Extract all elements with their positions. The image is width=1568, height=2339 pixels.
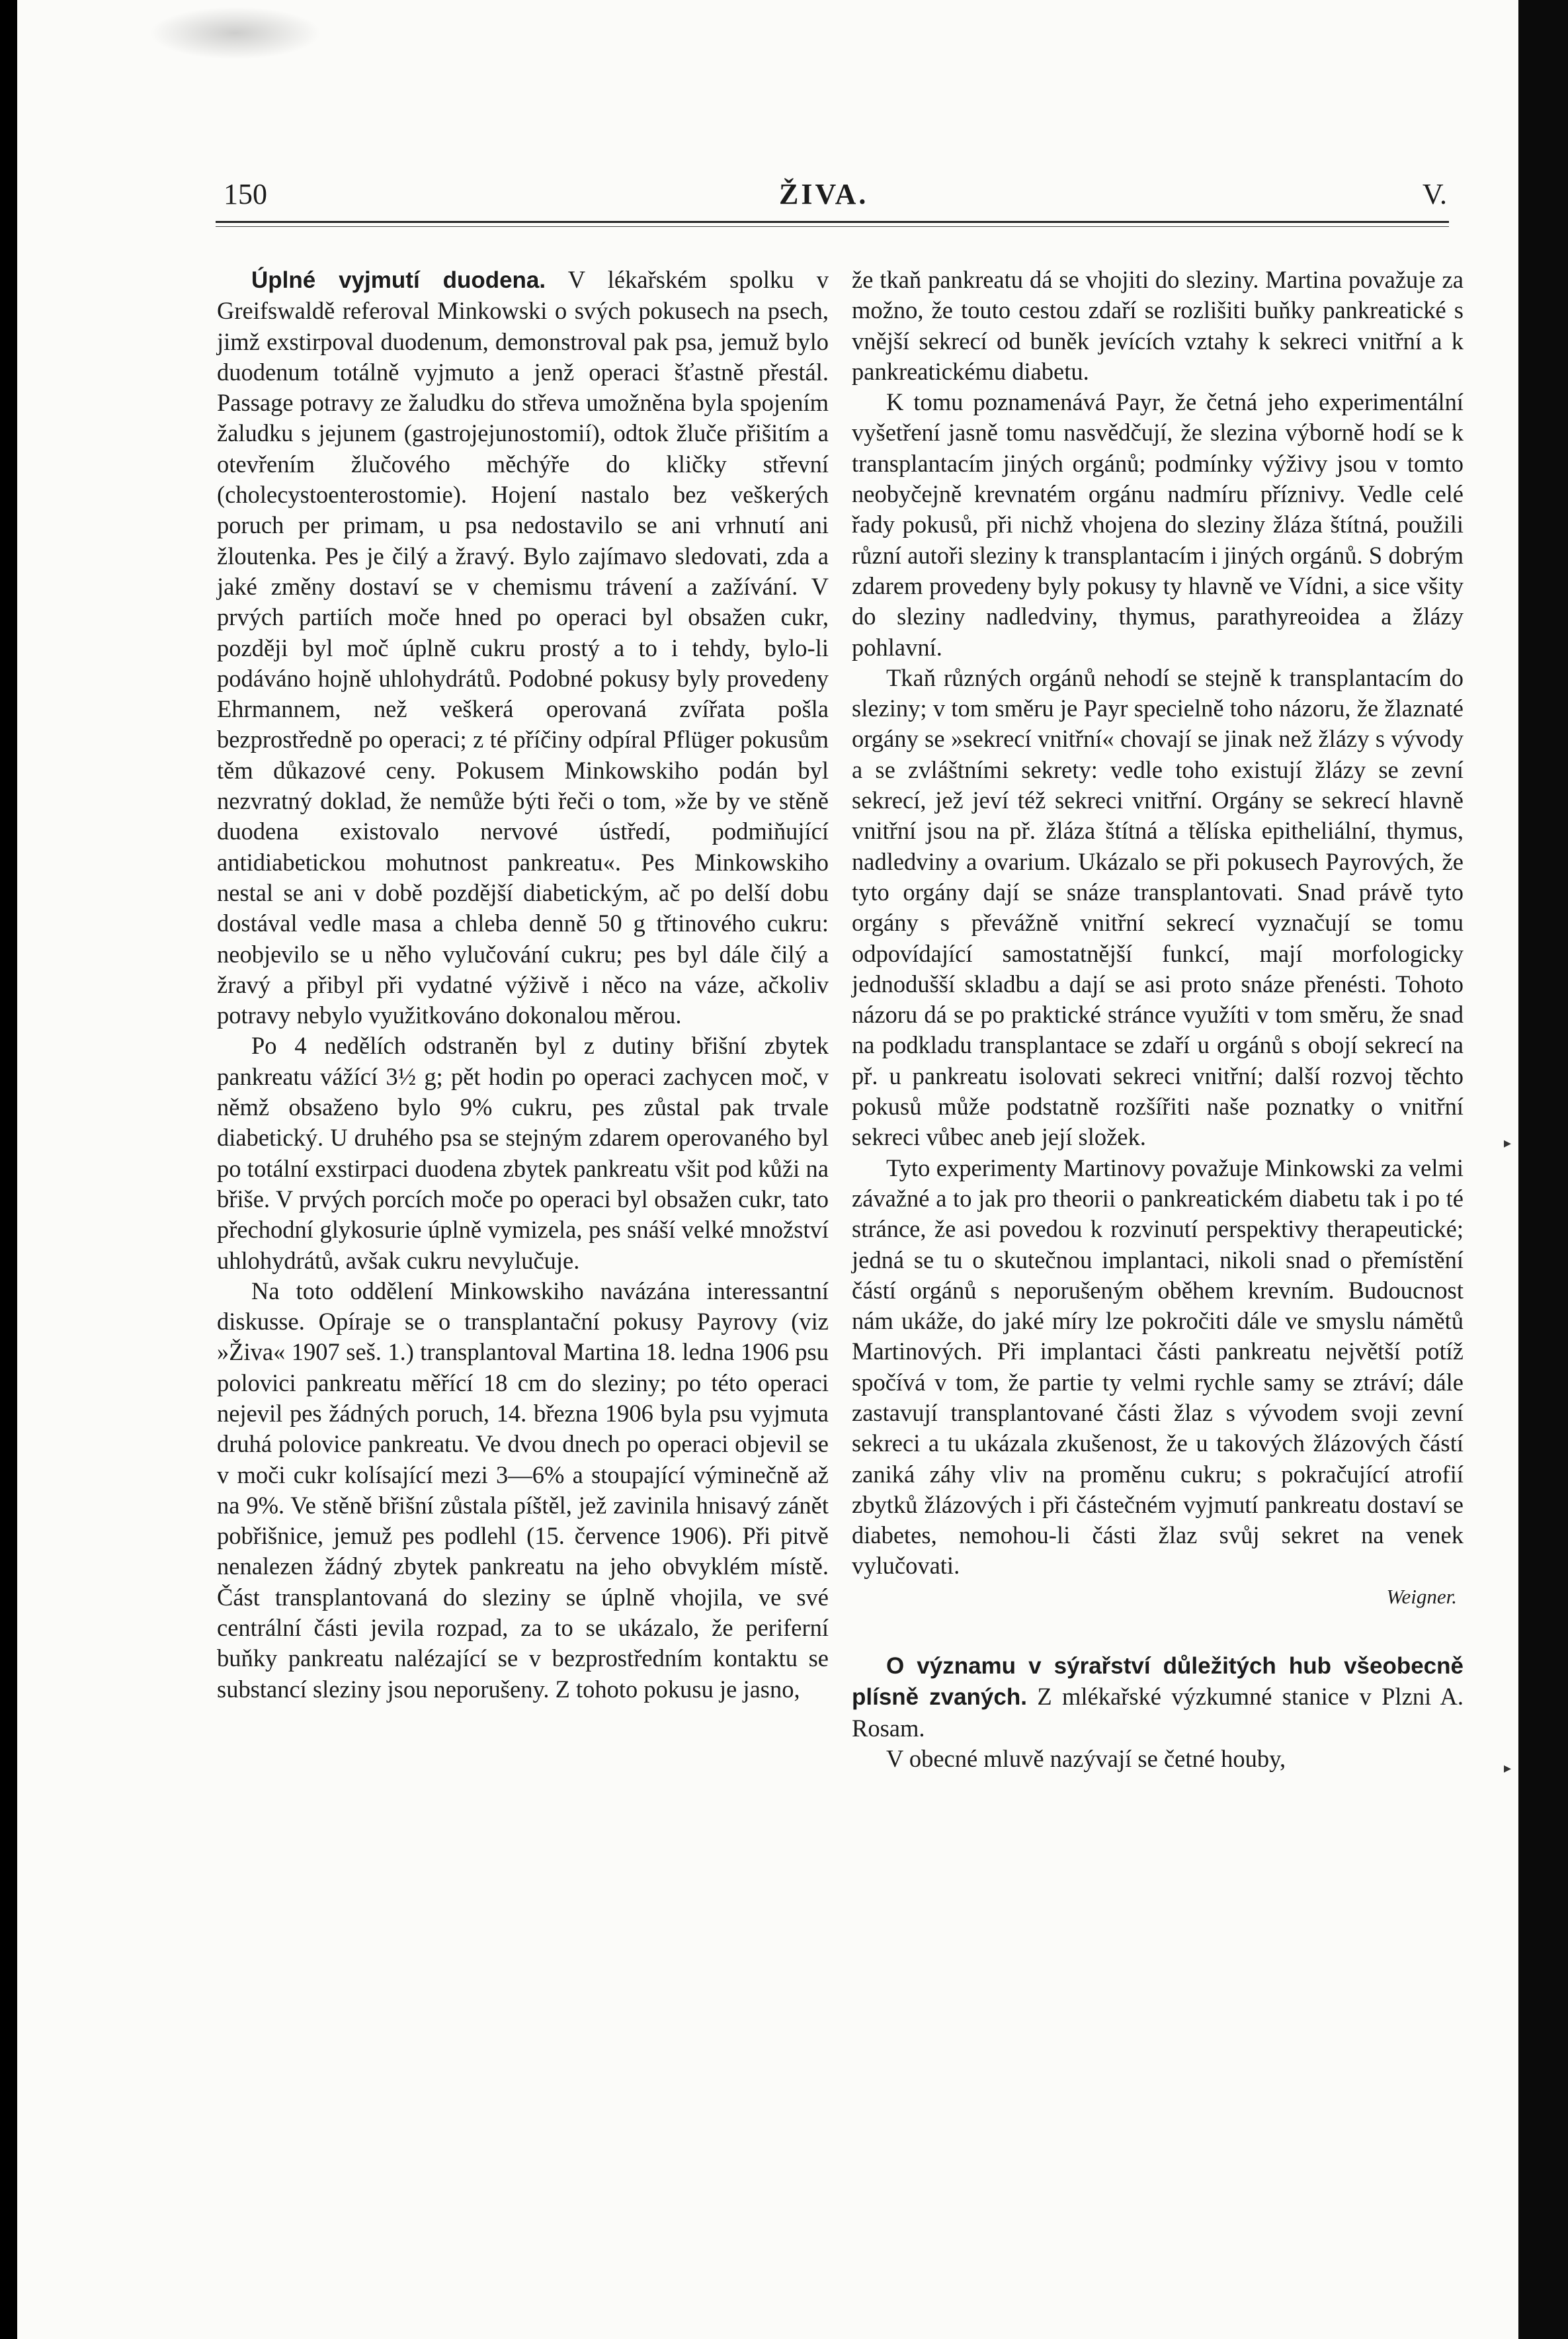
right-column	[852, 265, 1464, 1774]
margin-arrow-icon: ▸	[1504, 1134, 1512, 1151]
running-header	[224, 177, 1447, 214]
section-heading: Úplné vyjmutí duodena.	[251, 267, 546, 293]
scan-smudge	[149, 7, 321, 60]
article-paragraph: že tkaň pankreatu dá se vhojiti do sleziny. Martina považuje za možno, že touto cestou zdaří se rozlišiti buňky pankreatické s vnější sekrecí od buněk jevících vztahy k sekreci vnitřní a k pankreatickému diabetu.	[852, 266, 1464, 385]
page-number: 150	[224, 178, 267, 210]
section-heading-2: O významu v sýrařství důležitých hub všeobecně plísně zvaných.	[852, 1653, 1464, 1711]
section-gap	[852, 1612, 1464, 1650]
article-paragraph: Úplné vyjmutí duodena. V lékařském spolku v Greifswaldě referoval Minkowski o svých pokusech na psech, jimž exstirpoval duodenum, demonstroval pak psa, jemuž bylo duodenum totálně vyjmuto a jenž operaci šťastně přestál. Passage potravy ze žaludku do střeva umožněna byla spojením žaludku s jejunem (gastrojejunostomií), odtok žluče přišitím a otevřením žlučového měchýře do kličky střevní (cholecystoenterostomie). Hojení nastalo bez veškerých poruch per primam, u psa nedostavilo se ani vrhnutí ani žloutenka. Pes je čilý a žravý. Bylo zajímavo sledovati, zda a jaké změny dostaví se v chemismu trávení a zažívání. V prvých partiích moče hned po operaci byl obsažen cukr, později byl moč úplně cukru prostý a to i tehdy, bylo-li podáváno hojně uhlohydrátů. Podobné pokusy byly provedeny Ehrmannem, než veškerá operovaná zvířata pošla bezprostředně po operaci; z té příčiny odpíral Pflüger pokusům těm důkazové ceny. Pokusem Minkowskiho podán byl nezvratný doklad, že nemůže býti řeči o tom, »že by ve stěně duodena existovalo nervové ústředí, podmiňující antidiabetickou mohutnost pankreatu«. Pes Minkowskiho nestal se ani v době pozdější diabetickým, ač po delší dobu dostával vedle masa a chleba denně 50 g třtinového cukru: neobjevilo se u něho vylučování cukru; pes byl dále čilý a žravý a přibyl při vydatné výživě i něco na váze, ačkoliv potravy nebylo využitkováno dokonalou měrou.	[217, 266, 829, 1029]
scan-border	[1518, 0, 1568, 2339]
journal-title: ŽIVA.	[779, 178, 869, 210]
article-paragraph: V obecné mluvě nazývají se četné houby,	[886, 1744, 1286, 1772]
article-paragraph: O významu v sýrařství důležitých hub všeobecně plísně zvaných. Z mlékařské výzkumné stanice v Plzni A. Rosam.	[852, 1653, 1464, 1742]
left-column	[217, 265, 829, 1705]
page	[17, 0, 1518, 2339]
header-rule	[216, 221, 1449, 223]
margin-arrow-icon: ▸	[1504, 1760, 1512, 1776]
header-rule-thin	[216, 226, 1449, 227]
article-paragraph: Tkaň různých orgánů nehodí se stejně k transplantacím do sleziny; v tom směru je Payr specielně toho názoru, že žlaznaté orgány se »sekrecí vnitřní« chovají se jinak než žlázy s vývody a se zvláštními sekrety: vedle toho existují žlázy se zevní sekrecí, jež jeví též sekreci vnitřní. Orgány se sekrecí hlavně vnitřní jsou na př. žláza štítná a tělíska epitheliální, thymus, nadledviny a ovarium. Ukázalo se při pokusech Payrových, že tyto orgány dají se snáze transplantovati. Snad právě tyto orgány s převážně vnitřní sekrecí vyznačují se tomu odpovídající samostatnější funkcí, mají morfologicky jednodušší skladbu a dají se asi proto snáze přenésti. Tohoto názoru dá se po praktické stránce využíti v tom směru, že snad na podkladu transplantace se zdaří u orgánů s obojí sekrecí na př. u pankreatu isolovati sekreci vnitřní; další rozvoj těchto pokusů může podstatně rozšířiti naše poznatky o vnitřní sekreci vůbec aneb její složek.	[852, 663, 1464, 1151]
article-paragraph: Tyto experimenty Martinovy považuje Minkowski za velmi závažné a to jak pro theorii o pankreatickém diabetu tak i po té stránce, že asi povedou k rozvinutí perspektivy therapeutické; jedná se tu o skutečnou implantaci, nikoli snad o přemístění částí orgánů s neporušeným oběhem krevním. Budoucnost nám ukáže, do jaké míry lze pokročiti dále ve smyslu námětů Martinových. Při implantaci části pankreatu největší potíž spočívá v tom, že partie ty velmi rychle samy se ztráví; dále zastavují transplantované části žlaz s vývodem svoji zevní sekreci a tu ukázala zkušenost, že u takových žlázových částí zaniká záhy vliv na proměnu cukru; s pokračující atrofií zbytků žlázových i při částečném vyjmutí pankreatu dostaví se diabetes, nemohou-li části žlaz svůj sekret na venek vylučovati.	[852, 1154, 1464, 1580]
article-paragraph: Po 4 nedělích odstraněn byl z dutiny břišní zbytek pankreatu vážící 3½ g; pět hodin po operaci zachycen moč, v němž obsaženo bylo 9% cukru, pes zůstal pak trvale diabetický. U druhého psa se stejným zdarem operovaného byl po totální exstirpaci duodena zbytek pankreatu všit pod kůži na břiše. V prvých porcích moče po operaci byl obsažen cukr, tato přechodní glykosurie úplně vymizela, pes snáší velké množství uhlohydrátů, avšak cukru nevylučuje.	[217, 1032, 829, 1274]
article-paragraph: Na toto oddělení Minkowskiho navázána interessantní diskusse. Opíraje se o transplantační pokusy Payrovy (viz »Živa« 1907 seš. 1.) transplantoval Martina 18. ledna 1906 psu polovici pankreatu měřící 18 cm do sleziny; po této operaci nejevil pes žádných poruch, 14. března 1906 byla psu vyjmuta druhá polovice pankreatu. Ve dvou dnech po operaci objevil se v moči cukr kolísající mezi 3—6% a stoupající výminečně až na 9%. Ve stěně břišní zůstala píštěl, jež zavinila hnisavý zánět pobřišnice, jemuž pes podlehl (15. července 1906). Při pitvě nenalezen žádný zbytek pankreatu na jeho obvyklém místě. Část transplantovaná do sleziny se úplně vhojila, ve své centrální části jevila rozpad, za to se ukázalo, že periferní buňky pankreatu nalézající se v bezprostředním kontaktu se substancí sleziny jsou neporušeny. Z tohoto pokusu je jasno,	[217, 1277, 829, 1703]
article-paragraph: K tomu poznamenává Payr, že četná jeho experimentální vyšetření jasně tomu nasvědčují, že slezina výborně hodí se k transplantacím jiných orgánů; podmínky výživy jsou v tomto neobyčejně krevnatém orgánu nadmíru příznivy. Vedle celé řady pokusů, při nichž vhojena do sleziny žláza štítná, použili různí autoři sleziny k transplantacím i jiných orgánů. S dobrým zdarem provedeny byly pokusy ty hlavně ve Vídni, a sice všity do sleziny nadledviny, thymus, parathyreoidea a žlázy pohlavní.	[852, 388, 1464, 661]
author-signature: Weigner.	[1386, 1584, 1457, 1608]
volume-number: V.	[1422, 178, 1447, 210]
